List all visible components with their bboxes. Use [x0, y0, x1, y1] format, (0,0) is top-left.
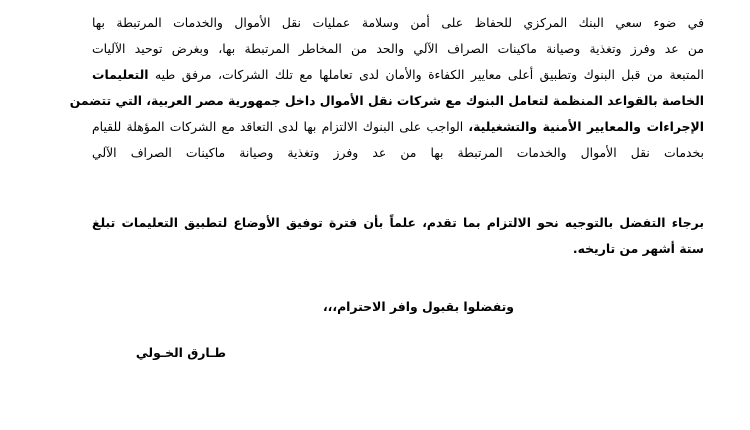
paragraph-line: ستة أشهر من تاريخه. — [572, 241, 704, 256]
paragraph-line-text: الواجب على البنوك الالتزام بها لدى التعاقد مع الشركات المؤهلة للقيام — [92, 119, 469, 134]
paragraph-line — [92, 62, 704, 88]
letter-paragraph-intro — [69, 10, 704, 166]
paragraph-line: في ضوء سعي البنك المركزي للحفاظ على أمن وسلامة عمليات نقل الأموال والخدمات المرتبطة بها — [92, 15, 704, 30]
letter-paragraph-request — [92, 210, 704, 262]
paragraph-line-text: المتبعة من قبل البنوك وتطبيق أعلى معايير الكفاءة والأمان لدى تعاملها مع تلك الشركات، مرفق طيه — [148, 67, 704, 82]
paragraph-line — [92, 114, 704, 140]
paragraph-line-bold-text: التعليمات — [92, 67, 149, 82]
letter-closing: وتفضلوا بقبول وافر الاحترام،،، — [322, 299, 514, 314]
letter-signature: طـارق الخـولي — [135, 345, 226, 360]
paragraph-line-bold-text: الإجراءات والمعايير الأمنية والتشغيلية، — [468, 119, 704, 134]
paragraph-line-bold: الخاصة بالقواعد المنظمة لتعامل البنوك مع شركات نقل الأموال داخل جمهورية مصر العربية، التي تتضمن — [69, 93, 704, 108]
paragraph-line: بخدمات نقل الأموال والخدمات المرتبطة بها من عد وفرز وتغذية وصيانة ماكينات الصراف الآلي — [92, 145, 704, 160]
paragraph-line: برجاء التفضل بالتوجيه نحو الالتزام بما تقدم، علماً بأن فترة توفيق الأوضاع لتطبيق التعليمات تبلغ — [92, 215, 704, 230]
paragraph-line: من عد وفرز وتغذية وصيانة ماكينات الصراف الآلي والحد من المخاطر المرتبطة بها، وبغرض توحيد الآليات — [92, 41, 704, 56]
